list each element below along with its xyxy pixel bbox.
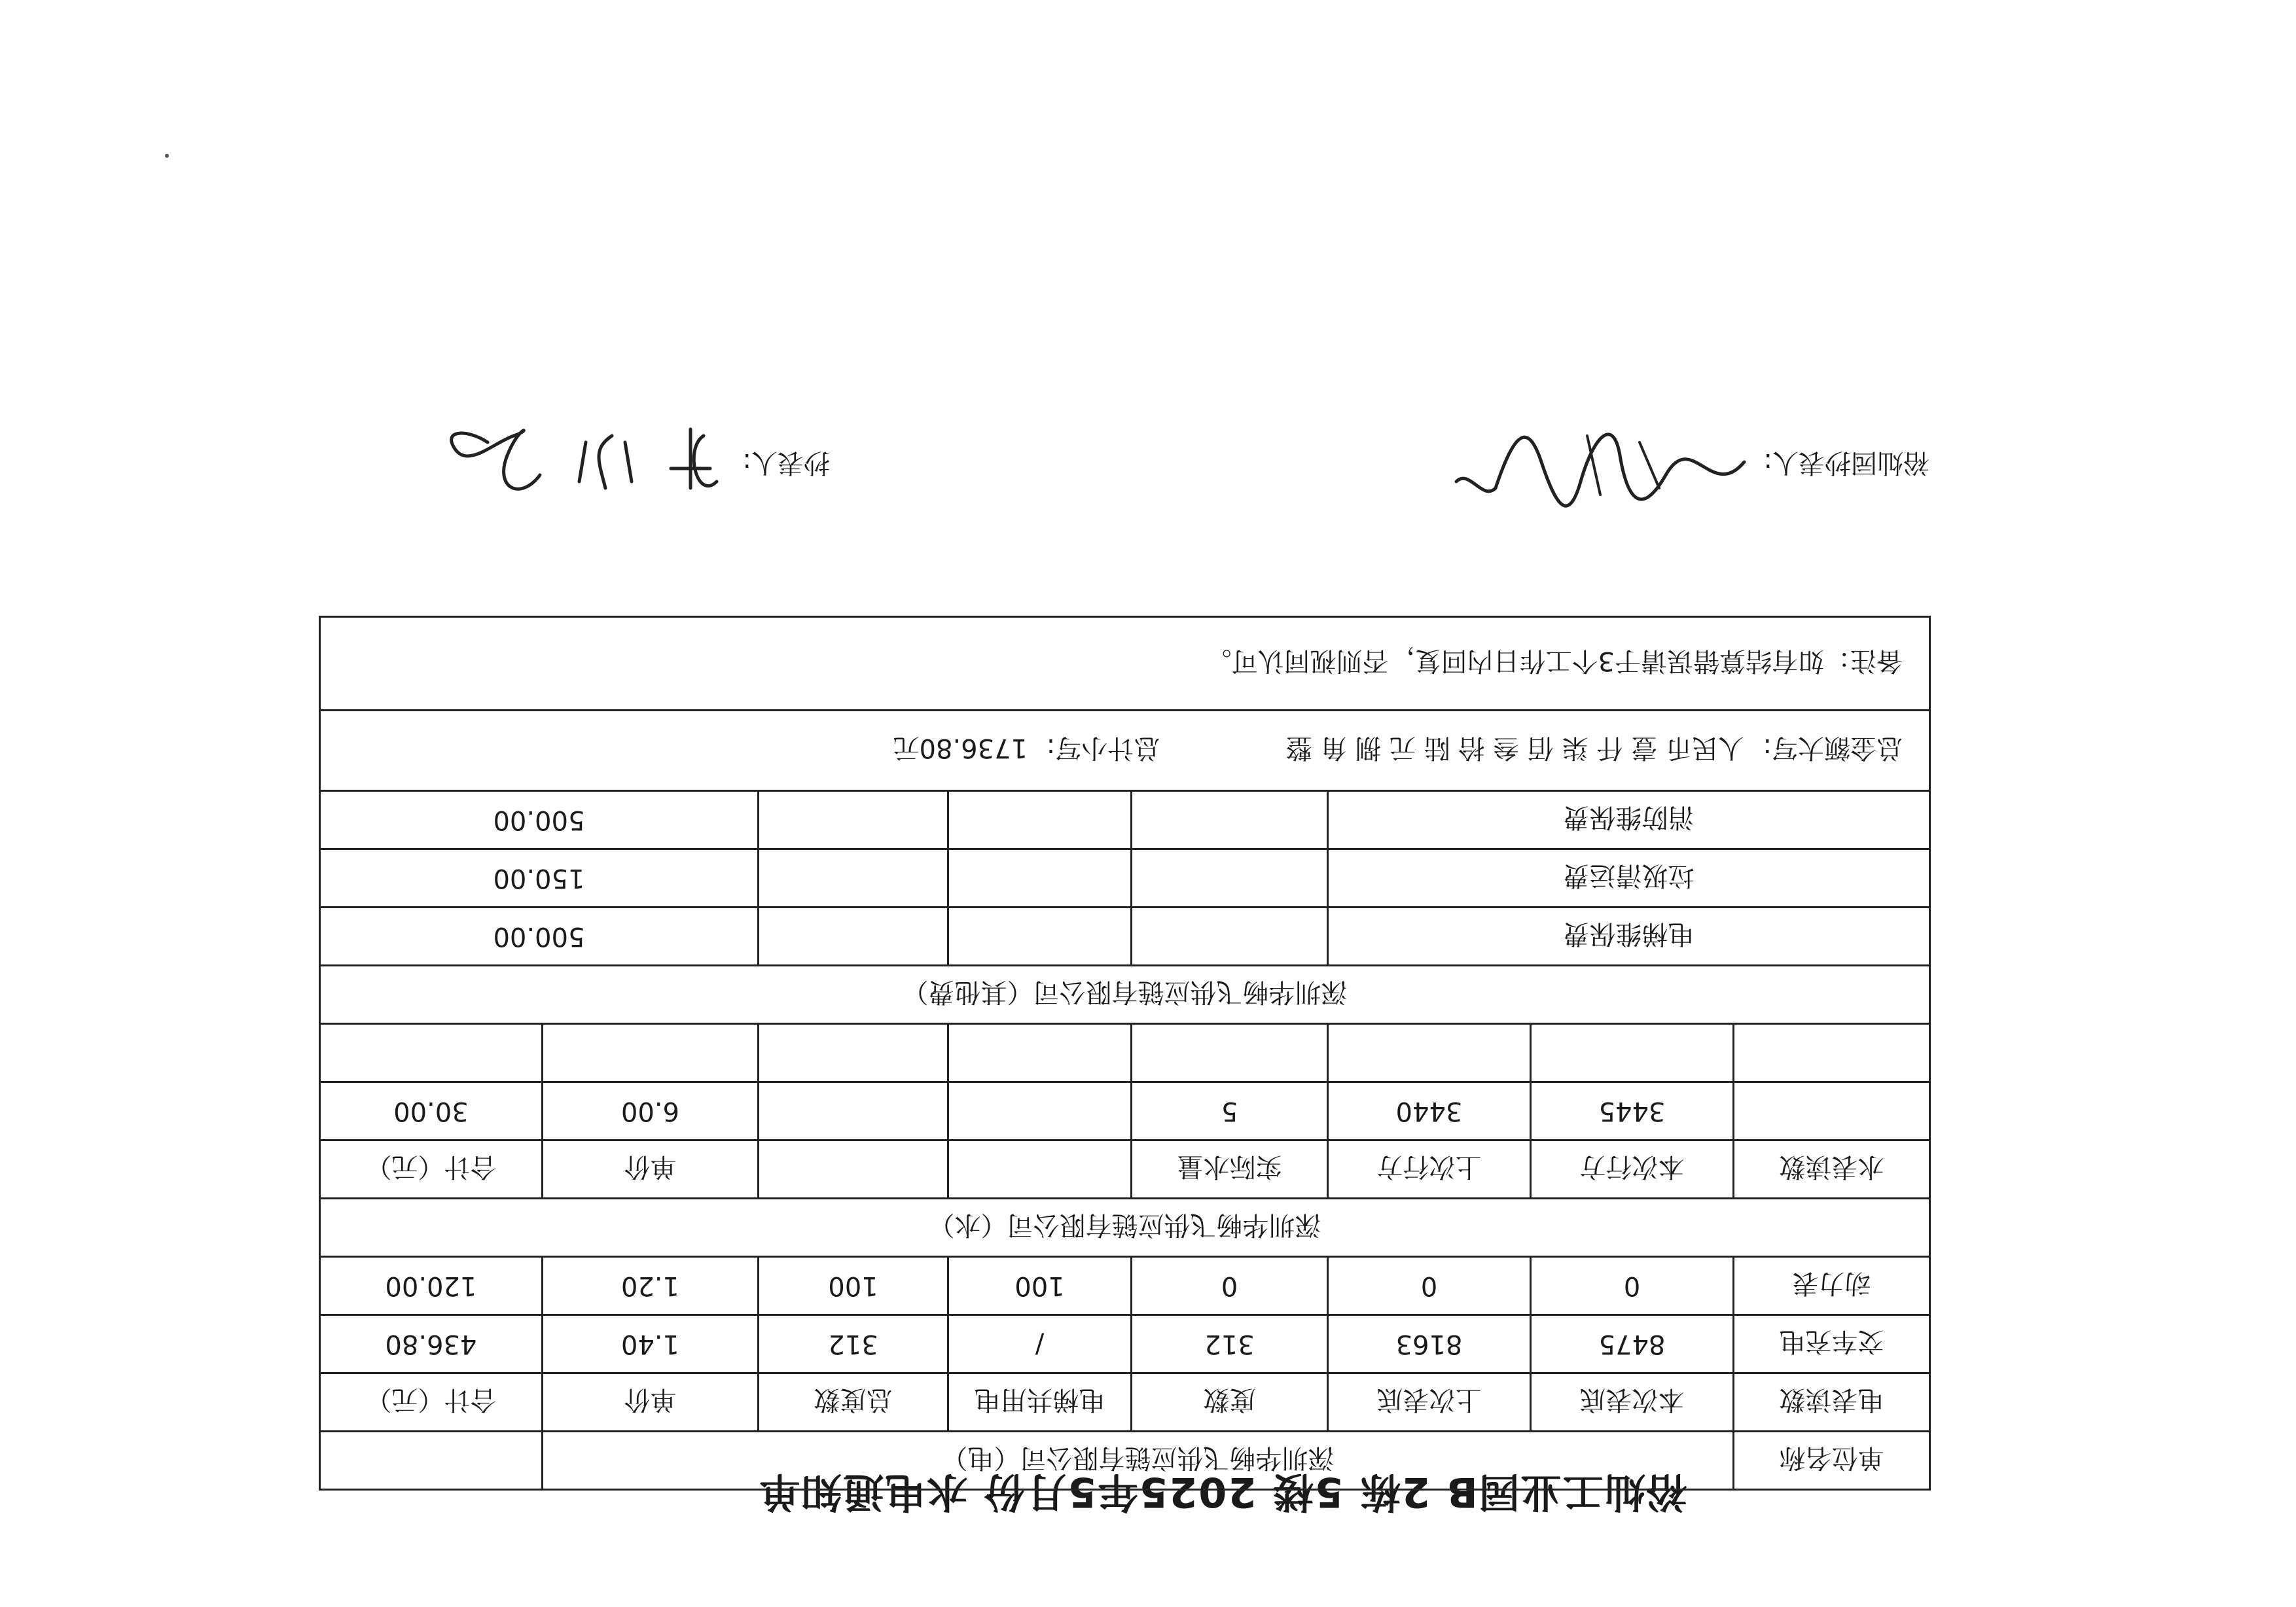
table-row	[319, 1082, 1929, 1140]
table-cell: 436.80	[319, 1315, 542, 1373]
table-cell	[1132, 849, 1328, 908]
table-cell: 0	[1132, 1257, 1328, 1315]
table-cell	[759, 791, 948, 849]
table-cell	[1132, 791, 1328, 849]
fee-amount: 500.00	[319, 908, 758, 966]
table-header: 总度数	[759, 1373, 948, 1432]
table-cell	[948, 849, 1132, 908]
water-header-row	[319, 1140, 1929, 1199]
table-row	[319, 791, 1929, 849]
table-cell: 100	[759, 1257, 948, 1315]
total-cell	[319, 711, 1929, 791]
table-cell	[759, 908, 948, 966]
table-cell	[1132, 1024, 1328, 1082]
table-cell: 1.20	[542, 1257, 758, 1315]
table-row	[319, 1257, 1929, 1315]
table-cell: 交车充电	[1734, 1315, 1930, 1373]
unit-row	[319, 1432, 1929, 1490]
table-header: 电表读数	[1734, 1373, 1930, 1432]
remark-row	[319, 617, 1929, 711]
table-row	[319, 849, 1929, 908]
other-company-row	[319, 966, 1929, 1024]
total-uppercase-value: 人民币 壹 仟 柒 佰 叁 拾 陆 元 捌 角 整	[1285, 733, 1744, 764]
table-cell	[948, 1082, 1132, 1140]
reader-signature	[442, 423, 830, 508]
table-header: 单价	[542, 1140, 758, 1199]
park-reader-label: 裕灿园抄表人:	[1763, 448, 1929, 478]
total-row	[319, 711, 1929, 791]
table-row	[319, 1024, 1929, 1082]
table-cell: 3445	[1531, 1082, 1734, 1140]
table-cell	[759, 1082, 948, 1140]
table-cell	[542, 1024, 758, 1082]
table-cell: 120.00	[319, 1257, 542, 1315]
billing-table	[319, 616, 1931, 1491]
table-cell	[319, 1024, 542, 1082]
table-cell: /	[948, 1315, 1132, 1373]
table-row	[319, 908, 1929, 966]
total-lowercase-value: 1736.80元	[893, 733, 1028, 764]
electricity-header-row	[319, 1373, 1929, 1432]
table-cell	[1734, 1024, 1930, 1082]
table-cell	[759, 1024, 948, 1082]
handwritten-signature	[442, 423, 730, 508]
table-header: 本次行方	[1531, 1140, 1734, 1199]
table-header: 本次表底	[1531, 1373, 1734, 1432]
electricity-company: 深圳华畅飞供应链有限公司（电）	[542, 1432, 1733, 1490]
table-cell: 312	[1132, 1315, 1328, 1373]
handwritten-signature	[1450, 423, 1751, 508]
table-cell: 100	[948, 1257, 1132, 1315]
table-cell	[1328, 1024, 1531, 1082]
signature-area	[319, 442, 1929, 534]
table-row	[319, 1315, 1929, 1373]
table-cell: 312	[759, 1315, 948, 1373]
water-company: 深圳华畅飞供应链有限公司（水）	[319, 1199, 1929, 1257]
table-cell: 0	[1328, 1257, 1531, 1315]
table-cell: 0	[1531, 1257, 1734, 1315]
fee-name: 电梯维保费	[1328, 908, 1930, 966]
table-header	[759, 1140, 948, 1199]
park-reader-signature	[1450, 423, 1929, 508]
document-title: 裕灿工业园B 2栋 5楼 2025年5月份 水电通知单	[758, 1468, 1687, 1516]
fee-name: 消防维保费	[1328, 791, 1930, 849]
unit-label: 单位名称	[1734, 1432, 1930, 1490]
table-header: 度数	[1132, 1373, 1328, 1432]
total-uppercase-label: 总金额大写:	[1763, 733, 1903, 764]
table-cell: 30.00	[319, 1082, 542, 1140]
scan-speck	[165, 154, 169, 158]
remark: 备注：如有结算错误请于3个工作日内回复，否则视同认可。	[319, 617, 1929, 711]
table-cell	[948, 1024, 1132, 1082]
table-cell	[759, 849, 948, 908]
table-cell: 1.40	[542, 1315, 758, 1373]
table-cell: 6.00	[542, 1082, 758, 1140]
table-header: 合计（元）	[319, 1140, 542, 1199]
table-cell	[1132, 908, 1328, 966]
table-header: 上次表底	[1328, 1373, 1531, 1432]
fee-amount: 150.00	[319, 849, 758, 908]
table-cell	[948, 791, 1132, 849]
table-header: 单价	[542, 1373, 758, 1432]
table-cell	[948, 908, 1132, 966]
unit-empty-cell	[319, 1432, 542, 1490]
table-header	[948, 1140, 1132, 1199]
other-company: 深圳华畅飞供应链有限公司（其他费）	[319, 966, 1929, 1024]
table-cell: 8475	[1531, 1315, 1734, 1373]
table-cell: 3440	[1328, 1082, 1531, 1140]
fee-amount: 500.00	[319, 791, 758, 849]
table-cell: 动力表	[1734, 1257, 1930, 1315]
table-cell	[1531, 1024, 1734, 1082]
table-cell: 8163	[1328, 1315, 1531, 1373]
table-header: 上次行方	[1328, 1140, 1531, 1199]
reader-label: 抄表人:	[742, 448, 830, 478]
table-header: 水表读数	[1734, 1140, 1930, 1199]
table-header: 合计（元）	[319, 1373, 542, 1432]
water-company-row	[319, 1199, 1929, 1257]
fee-name: 垃圾清运费	[1328, 849, 1930, 908]
total-lowercase-label: 总计小写:	[1046, 733, 1160, 764]
table-header: 电梯共用电	[948, 1373, 1132, 1432]
table-cell: 5	[1132, 1082, 1328, 1140]
table-cell	[1734, 1082, 1930, 1140]
table-header: 实际水量	[1132, 1140, 1328, 1199]
